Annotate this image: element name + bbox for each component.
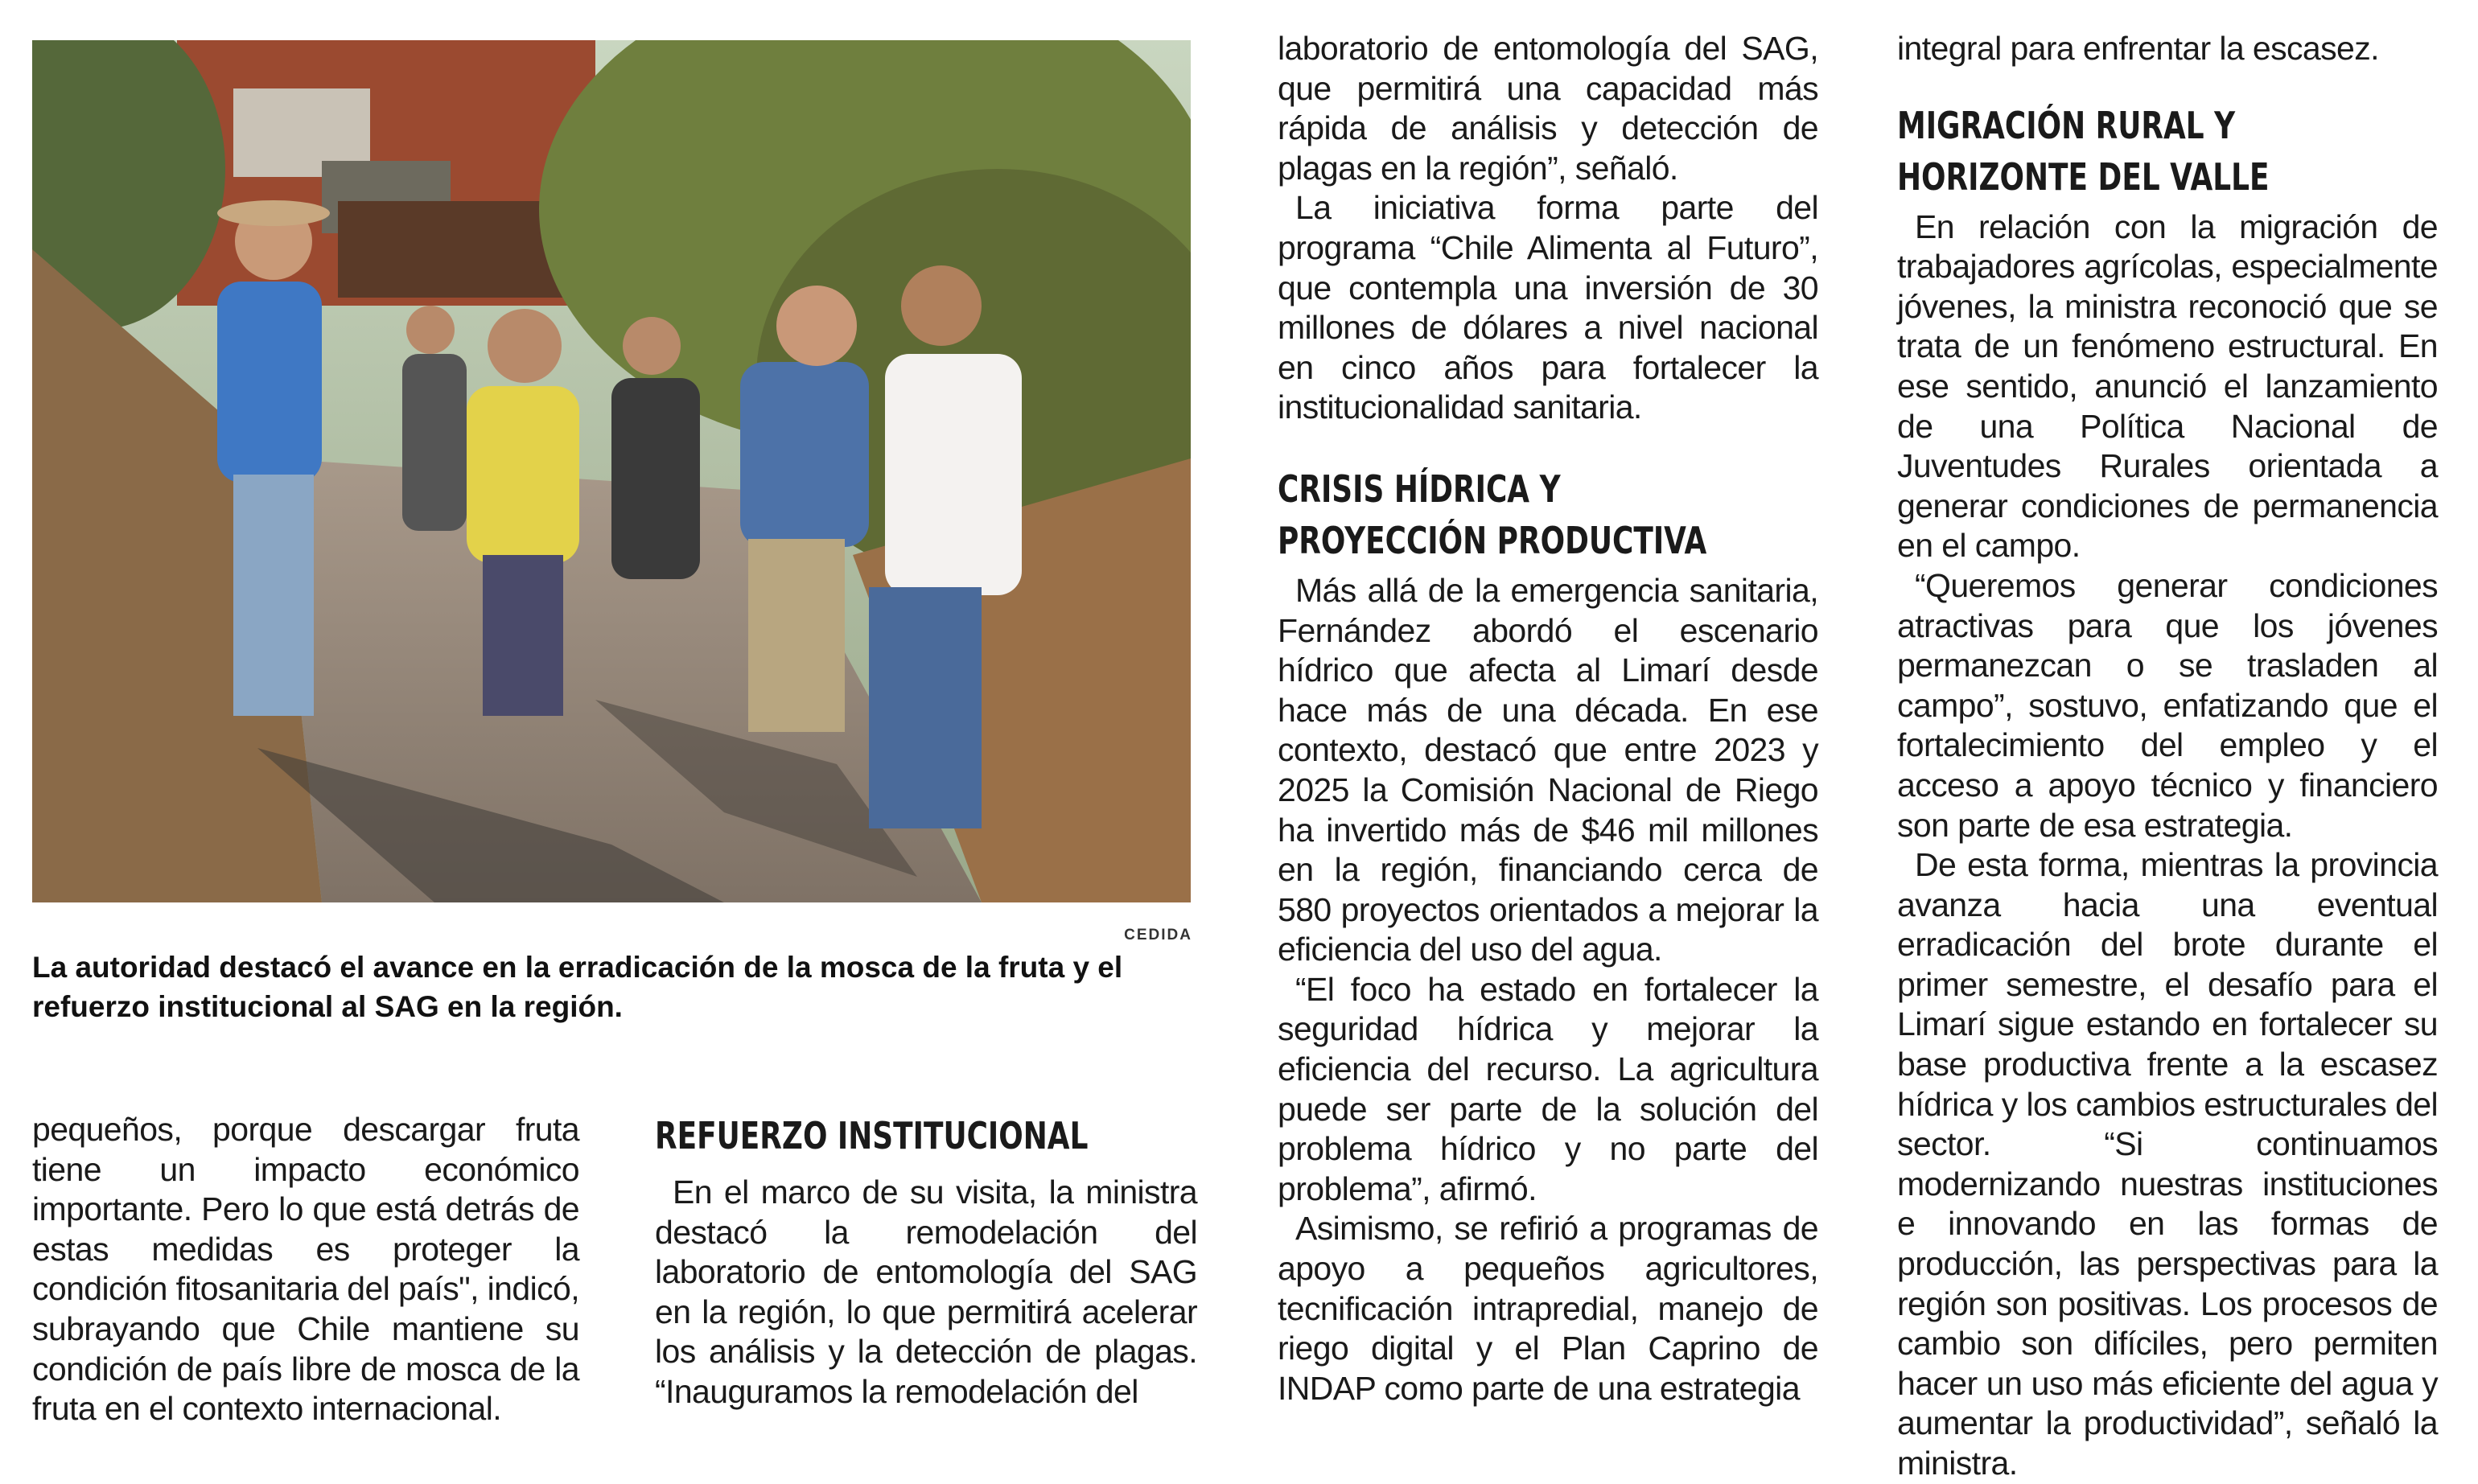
article-column-3: [1278, 29, 1818, 1408]
paragraph: pequeños, porque descargar fruta tiene un impacto económico importante. Pero lo que está detrás de estas medidas es proteger la condición fitosanitaria del país", indicó, subrayando que Chile mantiene su condición de país libre de mosca de la fruta en el contexto internacional.: [32, 1111, 579, 1428]
section-heading-line-2: HORIZONTE DEL VALLE: [1897, 154, 2270, 199]
paragraph: La iniciativa forma parte del programa “Chile Alimenta al Futuro”, que contempla una inversión de 30 millones de dólares a nivel nacional en cinco años para fortalecer la institucionalidad sanitaria.: [1278, 189, 1818, 426]
paragraph: En el marco de su visita, la ministra destacó la remodelación del laboratorio de entomología del SAG en la región, lo que permitirá acelerar los análisis y la detección de plagas. “Inauguramos la remodelación del: [655, 1174, 1197, 1410]
paragraph: laboratorio de entomología del SAG, que permitirá una capacidad más rápida de análisis y detección de plagas en la región”, señaló.: [1278, 30, 1818, 187]
photo-credit: CEDIDA: [1124, 927, 1192, 943]
paragraph: En relación con la migración de trabajadores agrícolas, especialmente jóvenes, la ministra reconoció que se trata de un fenómeno estructural. En ese sentido, anunció el lanzamiento de una Política Nacional de Juventudes Rurales orientada a generar condiciones de permanencia en el campo.: [1897, 208, 2438, 565]
paragraph: Asimismo, se refirió a programas de apoyo a pequeños agricultores, tecnificación intrapredial, manejo de riego digital y el Plan Caprino de INDAP como parte de una estrategia: [1278, 1210, 1818, 1407]
article-column-1: [32, 1110, 579, 1429]
paragraph: Más allá de la emergencia sanitaria, Fernández abordó el escenario hídrico que afecta al Limarí desde hace más de una década. En ese contexto, destacó que entre 2023 y 2025 la Comisión Nacional de Riego ha invertido más de $46 mil millones en la región, financiando cerca de 580 proyectos orientados a mejorar la eficiencia del uso del agua.: [1278, 571, 1818, 968]
paragraph: “El foco ha estado en fortalecer la seguridad hídrica y mejorar la eficiencia del recurso. La agricultura puede ser parte de la solución del problema hídrico y no parte del problema”, afirmó.: [1278, 970, 1818, 1207]
section-heading-line-1: CRISIS HÍDRICA Y: [1278, 467, 1561, 511]
article-column-4: [1897, 29, 2438, 1484]
photo-illustration: [32, 40, 1191, 902]
section-heading-line-2: PROYECCIÓN PRODUCTIVA: [1278, 518, 1707, 562]
paragraph: “Queremos generar condiciones atractivas para que los jóvenes permanezcan o se trasladen al campo”, sostuvo, enfatizando que el fortalecimiento del empleo y el acceso a apoyo técnico y financiero son parte de esa estrategia.: [1897, 566, 2438, 844]
paragraph: integral para enfrentar la escasez.: [1897, 30, 2379, 67]
section-heading: REFUERZO INSTITUCIONAL: [655, 1114, 1089, 1157]
paragraph: De esta forma, mientras la provincia avanza hacia una eventual erradicación del brote durante el primer semestre, el desafío para el Limarí sigue estando en fortalecer su base productiva frente a la escasez hídrica y los cambios estructurales del sector. “Si continuamos modernizando nuestras instituciones e innovando en las formas de producción, las perspectivas para la región son positivas. Los procesos de cambio son difíciles, pero permiten hacer un uso más eficiente del agua y aumentar la productividad”, señaló la ministra.: [1897, 846, 2438, 1482]
section-heading-line-1: MIGRACIÓN RURAL Y: [1897, 103, 2236, 147]
photo-caption: La autoridad destacó el avance en la erradicación de la mosca de la fruta y el refuerzo institucional al SAG en la región.: [32, 951, 1123, 1023]
article-column-2: [655, 1110, 1197, 1412]
news-photo: [32, 40, 1191, 902]
